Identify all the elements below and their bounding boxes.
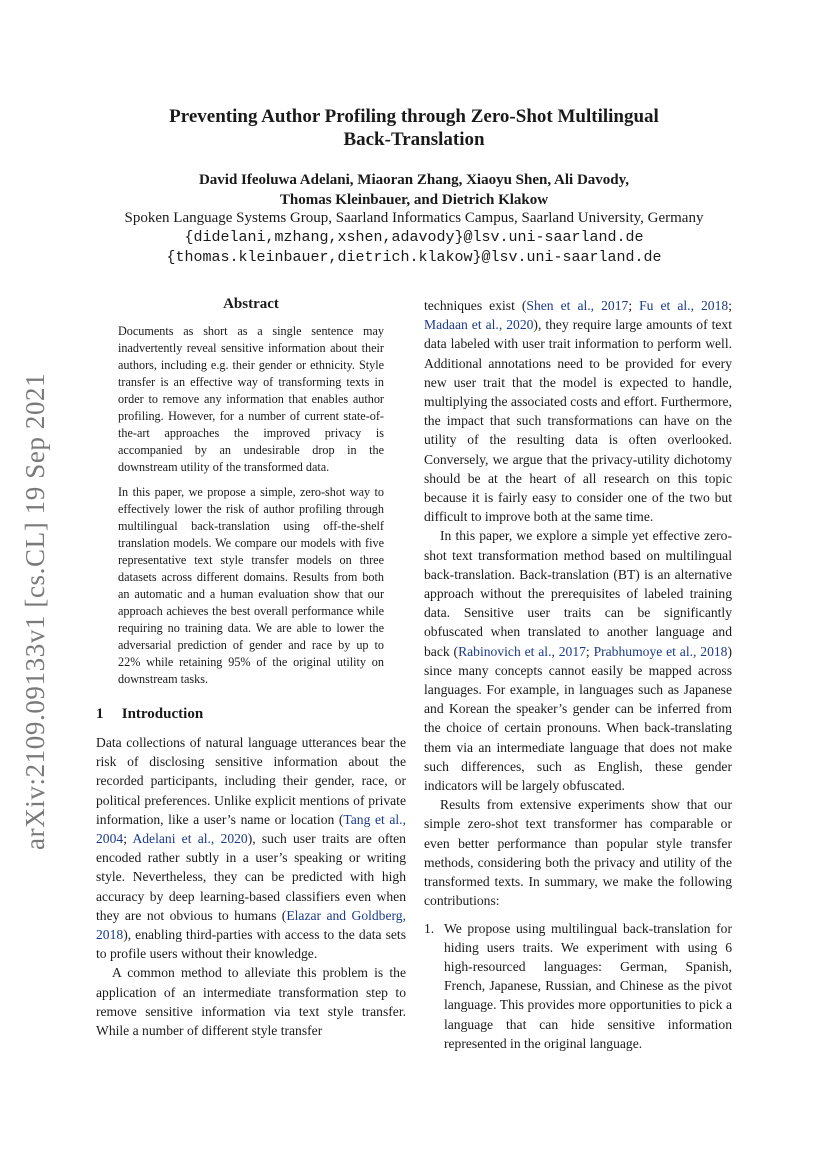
abstract-heading: Abstract [223, 296, 279, 312]
citation-link[interactable]: Fu et al., 2018 [639, 298, 729, 313]
author-list [100, 170, 728, 210]
right-column [424, 296, 732, 1053]
email-line-2: {thomas.kleinbauer,dietrich.klakow}@lsv.uni-saarland.de [166, 249, 662, 266]
citation-link[interactable]: Adelani et al., 2020 [132, 831, 248, 847]
text-run: ; [728, 298, 732, 313]
authors-line-2: Thomas Kleinbauer, and Dietrich Klakow [279, 192, 549, 208]
text-run: ), they require large amounts of text data labeled with user trait information to perform well. Additional annotations need to be provided for every new user trait that the model is expected to handle, multiplying the associated costs and effort. Furthermore, the impact that such transformations can have on the utility of the resulting data is often overlooked. Conversely, we argue that the privacy-utility dichotomy should be at the heart of all research on this topic because it is fairly easy to consider one of the two but difficult to improve both at the same time. [424, 317, 732, 525]
email-line-1: {didelani,mzhang,xshen,adavody}@lsv.uni-saarland.de [184, 229, 644, 246]
text-run: ), such user traits are often encoded rather subtly in a user’s speaking or writing style. Nevertheless, they can be predicted with high accuracy by deep learning-based classifiers even when they are not obvious to humans ( [96, 831, 406, 923]
right-paragraph-2 [424, 526, 732, 795]
authors-line-1: David Ifeoluwa Adelani, Miaoran Zhang, Xiaoyu Shen, Ali Davody, [198, 172, 630, 188]
citation-link[interactable]: Shen et al., 2017 [526, 298, 629, 313]
abstract-paragraph-1: Documents as short as a single sentence may inadvertently reveal sensitive information about their authors, including e.g. their gender or ethnicity. Style transfer is an effective way of transforming texts in order to remove any information that enables author profiling. However, for a number of current state-of-the-art approaches the improved privacy is accompanied by an undesirable drop in the downstream utility of the transformed data. [118, 324, 384, 474]
paper-title [100, 105, 728, 151]
text-run: ; [628, 298, 640, 313]
text-run: ; [123, 831, 133, 847]
contribution-item-1 [424, 919, 732, 1053]
text-run: In this paper, we explore a simple yet effective zero-shot text transformation method based on multilingual back-translation. Back-translation (BT) is an alternative approach without the prerequisites of labeled training data. Sensitive user traits can be significantly obfuscated when translated to another language and back ( [424, 528, 732, 659]
text-run: ), enabling third-parties with access to the data sets to profile users without their knowledge. [96, 927, 406, 962]
affiliation: Spoken Language Systems Group, Saarland Informatics Campus, Saarland University, Germany [124, 210, 704, 226]
section-heading-introduction [96, 706, 406, 723]
contribution-text: We propose using multilingual back-translation for hiding users traits. We experiment with using 6 high-resourced languages: German, Spanish, French, Japanese, Russian, and Chinese as the pivot language. This provides more opportunities to pick a language that can hide sensitive information represented in the original language. [444, 920, 732, 1051]
text-run: Data collections of natural language utterances bear the risk of disclosing sensitive information about the recorded participants, including their gender, race, or political preferences. Unlike explicit mentions of private information, like a user’s name or location ( [96, 735, 406, 827]
list-marker: 1. [424, 920, 435, 936]
title-line-1: Preventing Author Profiling through Zero-Shot Multilingual [169, 106, 659, 127]
text-run: ) since many concepts cannot easily be mapped across languages. For example, in languages such as Japanese and Korean the speaker’s gender can be inferred from the choice of certain pronouns. When back-translating them via an intermediate language that does not make such differences, such as English, these gender indicators will be largely obfuscated. [424, 643, 732, 794]
citation-link[interactable]: Elazar and Goldberg, 2018 [96, 907, 406, 943]
citation-link[interactable]: Prabhumoye et al., 2018 [593, 643, 728, 659]
section-title: Introduction [121, 706, 204, 722]
left-column [96, 296, 406, 1040]
right-paragraph-1 [424, 296, 732, 526]
text-run: ; [585, 643, 594, 659]
section-number: 1 [96, 706, 104, 722]
citation-link[interactable]: Tang et al., 2004 [96, 811, 406, 847]
citation-link[interactable]: Rabinovich et al., 2017 [458, 643, 586, 659]
citation-link[interactable]: Madaan et al., 2020 [424, 317, 534, 333]
intro-paragraph-1 [96, 733, 406, 963]
arxiv-identifier: arXiv:2109.09133v1 [cs.CL] 19 Sep 2021 [20, 372, 50, 850]
intro-paragraph-2: A common method to alleviate this problem is the application of an intermediate transformation step to remove sensitive information via text style transfer. While a number of different style transfer [96, 965, 406, 1039]
title-line-2: Back-Translation [343, 129, 485, 150]
text-run: techniques exist ( [424, 298, 527, 313]
right-paragraph-3: Results from extensive experiments show that our simple zero-shot text transformer has comparable or even better performance than popular style transfer methods, considering both the privacy and utility of the transformed texts. In summary, we make the following contributions: [424, 797, 732, 909]
abstract-paragraph-2: In this paper, we propose a simple, zero-shot way to effectively lower the risk of author profiling through multilingual back-translation using off-the-shelf translation models. We compare our models with five representative text style transfer models on three datasets across different domains. Results from both an automatic and a human evaluation show that our approach achieves the best overall performance while requiring no training data. We are able to lower the adversarial prediction of gender and race by up to 22% while retaining 95% of the original utility on downstream tasks. [118, 485, 384, 686]
